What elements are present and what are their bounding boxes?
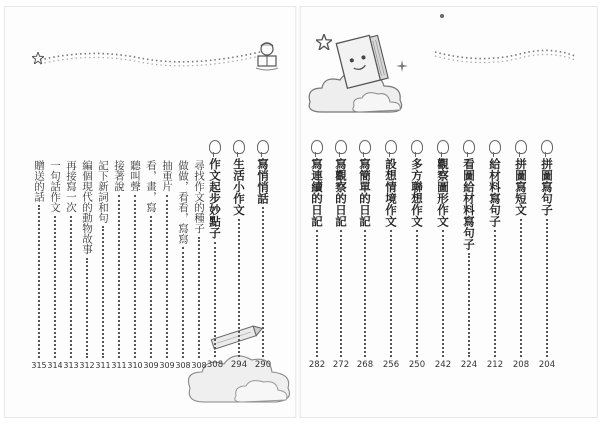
book-character-icon [302, 28, 422, 120]
toc-subentry[interactable] [62, 160, 80, 370]
leader-dots [38, 205, 40, 358]
pin-icon [463, 140, 475, 154]
leader-dots [102, 226, 104, 358]
pin-icon [311, 140, 323, 154]
toc-entry[interactable] [408, 140, 426, 370]
pin-icon [209, 140, 221, 154]
toc-entry-title: 寫簡單的日記 [358, 158, 372, 227]
toc-entry-title: 再接寫一次 [65, 160, 77, 213]
toc-entry[interactable] [512, 140, 530, 370]
toc-entry-page: 308 [206, 360, 224, 370]
leader-dots [520, 219, 522, 358]
toc-entry-title: 觀察圖形作文 [436, 158, 450, 227]
pin-icon [335, 140, 347, 154]
pin-icon [411, 140, 423, 154]
toc-entry-title: 多方聯想作文 [410, 158, 424, 227]
toc-entry[interactable] [332, 140, 350, 370]
toc-subentry[interactable] [110, 160, 128, 370]
toc-entry-page: 309 [143, 361, 159, 370]
toc-entry-title: 拼圖寫句子 [540, 158, 554, 216]
toc-entry-title: 拼圖寫短文 [514, 158, 528, 216]
toc-entry-page: 242 [434, 360, 452, 370]
toc-entry[interactable] [254, 140, 272, 370]
toc-subentry[interactable] [78, 160, 96, 370]
toc-entry-page: 272 [332, 360, 350, 370]
leader-dots [118, 195, 120, 359]
toc-entry-title: 一句話作文 [49, 160, 61, 213]
toc-entry[interactable] [382, 140, 400, 370]
toc-entry-title: 作文起步妙點子 [208, 158, 222, 239]
leader-dots [198, 237, 200, 359]
pin-icon [437, 140, 449, 154]
leader-dots [340, 230, 342, 357]
toc-entry-page: 250 [408, 360, 426, 370]
toc-entry-page: 312 [79, 361, 95, 370]
dot-marker [440, 14, 444, 18]
toc-entry-page: 224 [460, 360, 478, 370]
toc-entry-title: 接著說 [113, 160, 125, 192]
leader-dots [364, 230, 366, 357]
pin-icon [257, 140, 269, 154]
toc-entry-page: 314 [47, 361, 63, 370]
toc-entry-title: 生活小作文 [232, 158, 246, 216]
toc-entry-page: 309 [159, 361, 175, 370]
toc-entry-page: 311 [111, 361, 127, 370]
pin-icon [359, 140, 371, 154]
leader-dots [70, 216, 72, 359]
reading-girl-icon [252, 40, 282, 72]
leader-dots [390, 230, 392, 357]
pin-icon [385, 140, 397, 154]
toc-entry[interactable] [206, 140, 224, 370]
toc-entry-title: 尋找作文的種子 [193, 160, 205, 234]
pin-icon [233, 140, 245, 154]
toc-entry-title: 聽叫聲 [129, 160, 141, 192]
toc-entry[interactable] [486, 140, 504, 370]
toc-entry-page: 208 [512, 360, 530, 370]
toc-entry-page: 313 [63, 361, 79, 370]
toc-entry-title: 設想情境作文 [384, 158, 398, 227]
leader-dots [468, 253, 470, 357]
toc-entry[interactable] [356, 140, 374, 370]
toc-subentry[interactable] [46, 160, 64, 370]
toc-entry-page: 315 [31, 361, 47, 370]
leader-dots [416, 230, 418, 357]
toc-subentry[interactable] [142, 160, 160, 370]
toc-entry-page: 311 [95, 361, 111, 370]
leader-dots [238, 219, 240, 358]
toc-entry-page: 256 [382, 360, 400, 370]
leader-dots [546, 219, 548, 358]
dotted-swag-left [30, 40, 270, 80]
toc-entry[interactable] [460, 140, 478, 370]
toc-subentry[interactable] [190, 160, 208, 370]
toc-entry-page: 308 [175, 361, 191, 370]
toc-subentry[interactable] [174, 160, 192, 370]
leader-dots [182, 247, 184, 358]
toc-entry[interactable] [434, 140, 452, 370]
toc-entry-title: 寫觀察的日記 [334, 158, 348, 227]
toc-entry-page: 282 [308, 360, 326, 370]
toc-entry-title: 記下新詞和句 [97, 160, 109, 223]
toc-entry-page: 268 [356, 360, 374, 370]
toc-subentry[interactable] [126, 160, 144, 370]
leader-dots [262, 207, 264, 357]
leader-dots [214, 242, 216, 358]
toc-entry-title: 編個現代的動物故事 [81, 160, 93, 255]
toc-entry-title: 做做，看看，寫寫 [177, 160, 189, 244]
pin-icon [541, 140, 553, 154]
toc-entry-title: 贈送的話 [33, 160, 45, 202]
toc-entry-page: 308 [191, 361, 207, 370]
toc-entry-page: 204 [538, 360, 556, 370]
sparkle-icon [396, 60, 408, 72]
leader-dots [494, 230, 496, 357]
toc-entry-page: 290 [254, 360, 272, 370]
toc-entry-title: 給材料寫句子 [488, 158, 502, 227]
toc-entry[interactable] [308, 140, 326, 370]
leader-dots [150, 216, 152, 359]
toc-entry-title: 抽重片 [161, 160, 173, 192]
toc-subentry[interactable] [94, 160, 112, 370]
leader-dots [54, 216, 56, 359]
toc-entry-title: 寫連續的日記 [310, 158, 324, 227]
toc-entry-page: 294 [230, 360, 248, 370]
leader-dots [86, 258, 88, 359]
toc-entry-title: 看，畫，寫 [145, 160, 157, 213]
star-icon [32, 52, 44, 64]
toc-entry[interactable] [230, 140, 248, 370]
toc-entry-page: 212 [486, 360, 504, 370]
toc-entry-title: 寫悄悄話 [256, 158, 270, 204]
toc-entry-title: 看圖給材料寫句子 [462, 158, 476, 250]
leader-dots [316, 230, 318, 357]
toc-subentry[interactable] [30, 160, 48, 370]
toc-entry[interactable] [538, 140, 556, 370]
leader-dots [166, 195, 168, 359]
pin-icon [489, 140, 501, 154]
pin-icon [515, 140, 527, 154]
toc-subentry[interactable] [158, 160, 176, 370]
dotted-swag-right [430, 38, 580, 74]
leader-dots [442, 230, 444, 357]
toc-entry-page: 310 [127, 361, 143, 370]
leader-dots [134, 195, 136, 359]
